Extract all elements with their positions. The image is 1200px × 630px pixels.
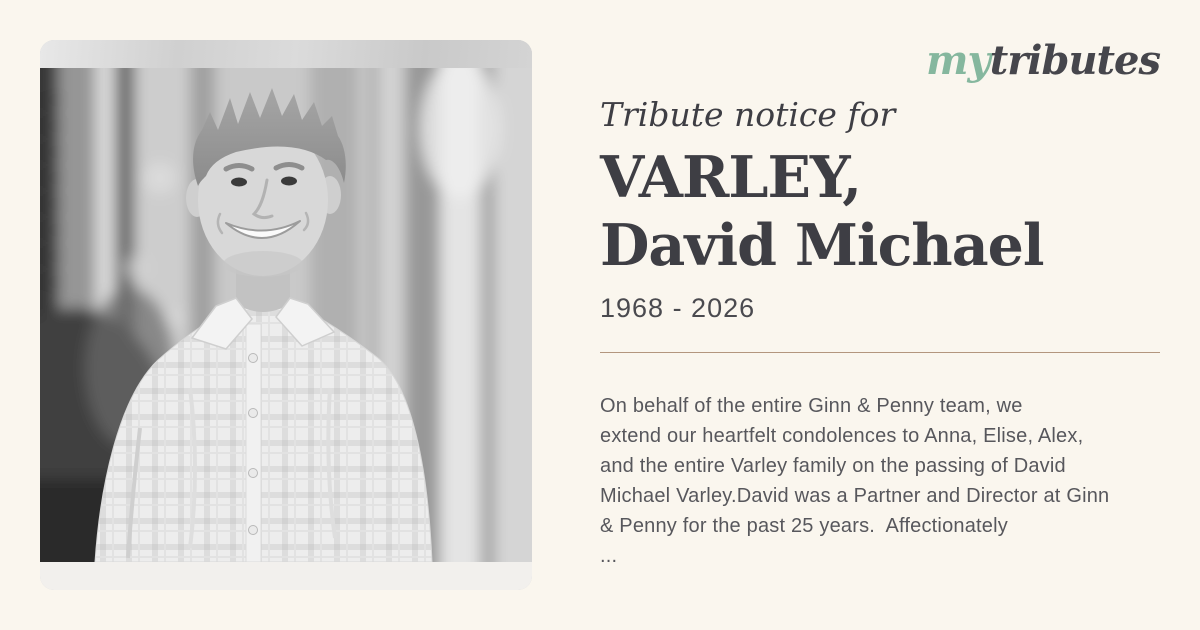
portrait-illustration [40,68,532,562]
obituary-excerpt [600,391,1175,571]
life-years: 1968 - 2026 [600,293,756,323]
tribute-kicker: Tribute notice for [600,95,896,134]
mytributes-logo [600,38,1160,84]
obituary-line: and the entire Varley family on the passing of David [600,455,1066,477]
obituary-ellipsis: ... [600,545,618,567]
logo-prefix: my [926,37,990,84]
divider-line [600,352,1160,353]
obituary-line: Michael Varley.David was a Partner and Director at Ginn [600,485,1110,507]
obituary-line: & Penny for the past 25 years. Affectionately [600,515,1008,537]
logo-suffix: tributes [989,37,1160,84]
photo-bottom-band [40,562,532,590]
deceased-surname: VARLEY, [600,144,862,211]
photo-top-band [40,40,532,68]
obituary-line: extend our heartfelt condolences to Anna, Elise, Alex, [600,425,1084,447]
portrait-photo [40,40,532,590]
obituary-line: On behalf of the entire Ginn & Penny team, we [600,395,1023,417]
deceased-given-names: David Michael [600,212,1044,279]
